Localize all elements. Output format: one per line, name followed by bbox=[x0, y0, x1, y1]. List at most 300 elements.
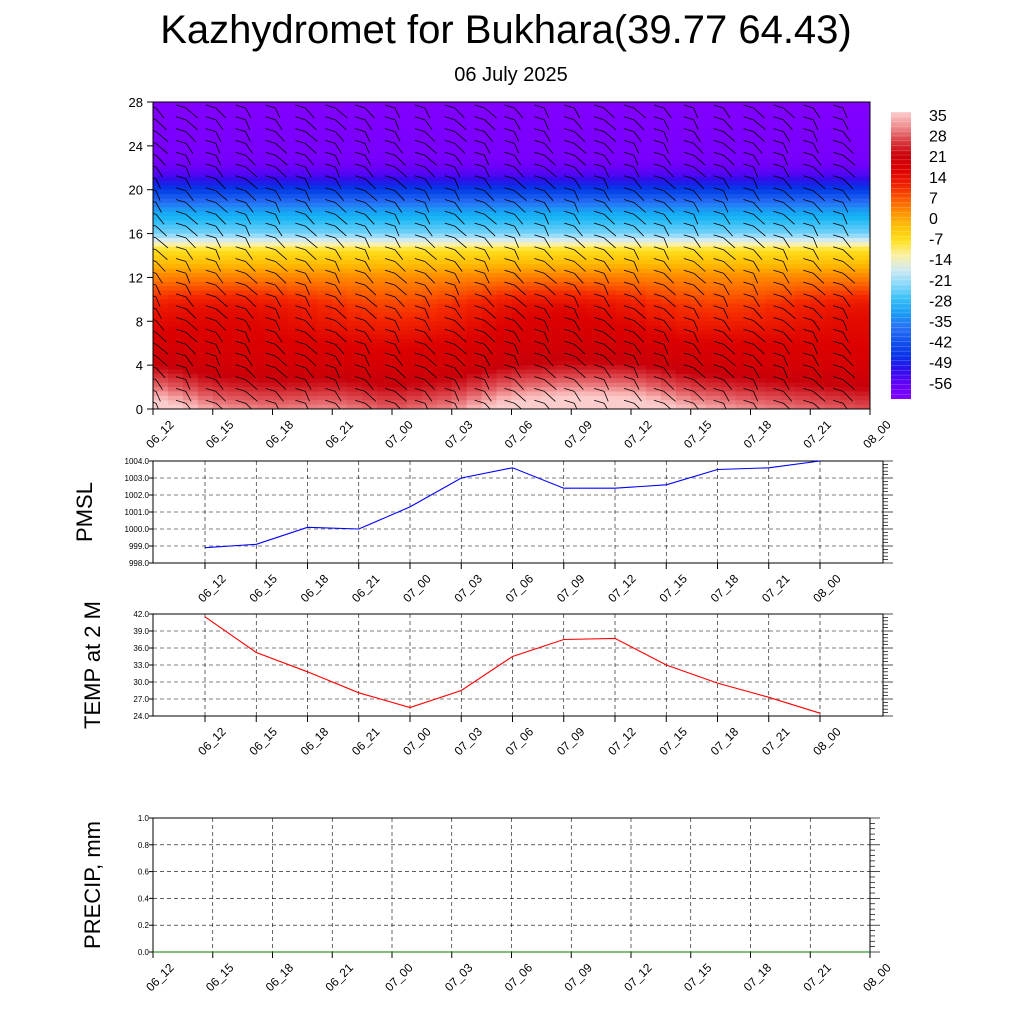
temperature-cell bbox=[258, 273, 274, 278]
temperature-cell bbox=[168, 343, 184, 348]
temperature-cell bbox=[795, 260, 811, 265]
temperature-cell bbox=[228, 378, 244, 383]
temperature-cell bbox=[526, 365, 542, 370]
temperature-cell bbox=[213, 203, 229, 208]
temperature-cell bbox=[407, 383, 423, 388]
temperature-cell bbox=[317, 247, 333, 252]
temperature-cell bbox=[556, 343, 572, 348]
temperature-cell bbox=[362, 330, 378, 335]
temperature-cell bbox=[706, 207, 722, 212]
temperature-cell bbox=[825, 172, 841, 177]
temperature-cell bbox=[198, 133, 214, 138]
temperature-cell bbox=[228, 203, 244, 208]
temperature-cell bbox=[198, 356, 214, 361]
temperature-cell bbox=[153, 198, 169, 203]
temperature-cell bbox=[646, 264, 662, 269]
temperature-cell bbox=[317, 396, 333, 401]
temperature-cell bbox=[198, 251, 214, 256]
temperature-cell bbox=[526, 172, 542, 177]
temperature-cell bbox=[512, 251, 528, 256]
temperature-cell bbox=[556, 383, 572, 388]
temperature-cell bbox=[795, 321, 811, 326]
temperature-cell bbox=[482, 326, 498, 331]
y-tick-label: 30.0 bbox=[133, 678, 149, 687]
temperature-cell bbox=[287, 400, 303, 405]
temperature-cell bbox=[392, 229, 408, 234]
temperature-cell bbox=[840, 177, 856, 182]
temperature-cell bbox=[780, 133, 796, 138]
temperature-cell bbox=[273, 313, 289, 318]
x-tick-label: 07_21 bbox=[758, 571, 793, 606]
temperature-cell bbox=[392, 238, 408, 243]
temperature-cell bbox=[273, 216, 289, 221]
temperature-cell bbox=[616, 216, 632, 221]
temperature-cell bbox=[482, 141, 498, 146]
temperature-cell bbox=[571, 141, 587, 146]
temperature-cell bbox=[317, 370, 333, 375]
temperature-cell bbox=[616, 348, 632, 353]
temperature-cell bbox=[721, 295, 737, 300]
temperature-cell bbox=[153, 185, 169, 190]
temperature-cell bbox=[646, 133, 662, 138]
temperature-cell bbox=[691, 229, 707, 234]
temperature-cell bbox=[347, 343, 363, 348]
temperature-cell bbox=[631, 194, 647, 199]
temperature-cell bbox=[437, 181, 453, 186]
temperature-cell bbox=[765, 216, 781, 221]
temperature-cell bbox=[332, 106, 348, 111]
temperature-cell bbox=[168, 115, 184, 120]
temperature-cell bbox=[556, 277, 572, 282]
temperature-cell bbox=[377, 181, 393, 186]
temperature-cell bbox=[407, 247, 423, 252]
x-tick-label: 06_15 bbox=[246, 724, 280, 759]
temperature-cell bbox=[228, 326, 244, 331]
temperature-cell bbox=[526, 115, 542, 120]
temperature-cell bbox=[661, 229, 677, 234]
temperature-cell bbox=[526, 343, 542, 348]
temperature-cell bbox=[780, 106, 796, 111]
temperature-cell bbox=[736, 391, 752, 396]
temperature-cell bbox=[497, 168, 513, 173]
temperature-cell bbox=[765, 370, 781, 375]
temperature-cell bbox=[765, 308, 781, 313]
temperature-cell bbox=[706, 111, 722, 116]
temperature-cell bbox=[631, 102, 647, 107]
temperature-cell bbox=[452, 317, 468, 322]
temperature-cell bbox=[183, 273, 199, 278]
temperature-cell bbox=[825, 400, 841, 405]
temperature-cell bbox=[168, 365, 184, 370]
temperature-cell bbox=[347, 269, 363, 274]
temperature-cell bbox=[526, 225, 542, 230]
temperature-cell bbox=[198, 400, 214, 405]
temperature-cell bbox=[661, 177, 677, 182]
temperature-cell bbox=[362, 304, 378, 309]
temperature-cell bbox=[855, 150, 871, 155]
temperature-cell bbox=[467, 168, 483, 173]
temperature-cell bbox=[526, 238, 542, 243]
temperature-cell bbox=[556, 326, 572, 331]
temperature-cell bbox=[541, 203, 557, 208]
temperature-cell bbox=[512, 334, 528, 339]
temperature-cell bbox=[541, 102, 557, 107]
temperature-cell bbox=[571, 146, 587, 151]
temperature-cell bbox=[332, 383, 348, 388]
temperature-cell bbox=[228, 150, 244, 155]
temperature-cell bbox=[706, 133, 722, 138]
temperature-cell bbox=[780, 282, 796, 287]
temperature-cell bbox=[556, 356, 572, 361]
temperature-cell bbox=[616, 361, 632, 366]
temperature-cell bbox=[183, 181, 199, 186]
main-x-tick-label: 06_18 bbox=[262, 417, 297, 452]
temperature-cell bbox=[287, 378, 303, 383]
temperature-cell bbox=[691, 256, 707, 261]
temperature-cell bbox=[736, 277, 752, 282]
temperature-cell bbox=[571, 111, 587, 116]
temperature-cell bbox=[153, 229, 169, 234]
temperature-cell bbox=[407, 264, 423, 269]
temperature-cell bbox=[437, 308, 453, 313]
temperature-cell bbox=[273, 185, 289, 190]
temperature-cell bbox=[213, 133, 229, 138]
temperature-cell bbox=[377, 251, 393, 256]
temperature-cell bbox=[228, 216, 244, 221]
temperature-cell bbox=[586, 128, 602, 133]
temperature-cell bbox=[541, 124, 557, 129]
temperature-cell bbox=[646, 313, 662, 318]
temperature-cell bbox=[497, 334, 513, 339]
temperature-cell bbox=[437, 321, 453, 326]
temperature-cell bbox=[198, 326, 214, 331]
chart-subtitle: 06 July 2025 bbox=[454, 64, 568, 86]
temperature-cell bbox=[676, 383, 692, 388]
temperature-cell bbox=[228, 172, 244, 177]
temperature-cell bbox=[512, 141, 528, 146]
temperature-cell bbox=[377, 313, 393, 318]
temperature-cell bbox=[332, 177, 348, 182]
temperature-cell bbox=[646, 356, 662, 361]
temperature-cell bbox=[765, 326, 781, 331]
temperature-cell bbox=[153, 102, 169, 107]
temperature-cell bbox=[437, 299, 453, 304]
temperature-cell bbox=[228, 264, 244, 269]
temperature-cell bbox=[706, 286, 722, 291]
temperature-cell bbox=[243, 106, 259, 111]
temperature-cell bbox=[661, 111, 677, 116]
temperature-cell bbox=[556, 120, 572, 125]
temperature-cell bbox=[243, 370, 259, 375]
temperature-cell bbox=[377, 172, 393, 177]
temperature-cell bbox=[780, 177, 796, 182]
temperature-cell bbox=[526, 277, 542, 282]
colorbar-label: 0 bbox=[929, 211, 938, 228]
temperature-cell bbox=[258, 391, 274, 396]
temperature-cell bbox=[840, 334, 856, 339]
temperature-cell bbox=[706, 150, 722, 155]
temperature-cell bbox=[780, 238, 796, 243]
temperature-cell bbox=[422, 141, 438, 146]
temperature-cell bbox=[706, 304, 722, 309]
temperature-cell bbox=[153, 256, 169, 261]
temperature-cell bbox=[526, 308, 542, 313]
temperature-cell bbox=[825, 343, 841, 348]
temperature-cell bbox=[661, 172, 677, 177]
temperature-cell bbox=[616, 159, 632, 164]
temperature-cell bbox=[765, 334, 781, 339]
temperature-cell bbox=[631, 163, 647, 168]
temperature-cell bbox=[751, 330, 767, 335]
temperature-cell bbox=[646, 146, 662, 151]
temperature-cell bbox=[198, 277, 214, 282]
temperature-cell bbox=[676, 225, 692, 230]
temperature-cell bbox=[198, 106, 214, 111]
temperature-cell bbox=[810, 216, 826, 221]
temperature-cell bbox=[243, 172, 259, 177]
temperature-cell bbox=[721, 264, 737, 269]
temperature-cell bbox=[706, 155, 722, 160]
temperature-cell bbox=[213, 150, 229, 155]
temperature-cell bbox=[362, 102, 378, 107]
temperature-cell bbox=[317, 190, 333, 195]
temperature-cell bbox=[646, 128, 662, 133]
temperature-cell bbox=[302, 260, 318, 265]
temperature-cell bbox=[706, 234, 722, 239]
temperature-cell bbox=[825, 194, 841, 199]
temperature-cell bbox=[168, 304, 184, 309]
temperature-cell bbox=[273, 128, 289, 133]
temperature-cell bbox=[780, 383, 796, 388]
temperature-cell bbox=[526, 334, 542, 339]
temperature-cell bbox=[706, 216, 722, 221]
temperature-cell bbox=[840, 251, 856, 256]
temperature-cell bbox=[407, 120, 423, 125]
temperature-cell bbox=[497, 277, 513, 282]
temperature-cell bbox=[526, 378, 542, 383]
temperature-cell bbox=[183, 251, 199, 256]
temperature-cell bbox=[287, 225, 303, 230]
temperature-cell bbox=[153, 295, 169, 300]
temperature-cell bbox=[497, 128, 513, 133]
temperature-cell bbox=[616, 194, 632, 199]
temperature-cell bbox=[586, 181, 602, 186]
temperature-cell bbox=[541, 396, 557, 401]
temperature-cell bbox=[676, 216, 692, 221]
temperature-cell bbox=[153, 299, 169, 304]
temperature-cell bbox=[392, 172, 408, 177]
temperature-cell bbox=[332, 391, 348, 396]
temperature-cell bbox=[601, 256, 617, 261]
temperature-cell bbox=[541, 356, 557, 361]
temperature-cell bbox=[198, 207, 214, 212]
temperature-cell bbox=[601, 291, 617, 296]
x-tick-label: 06_21 bbox=[348, 724, 383, 759]
temperature-cell bbox=[497, 242, 513, 247]
temperature-cell bbox=[228, 238, 244, 243]
temperature-cell bbox=[691, 111, 707, 116]
temperature-cell bbox=[571, 177, 587, 182]
temperature-cell bbox=[183, 172, 199, 177]
temperature-cell bbox=[751, 383, 767, 388]
temperature-cell bbox=[601, 163, 617, 168]
temperature-cell bbox=[646, 159, 662, 164]
temperature-cell bbox=[258, 124, 274, 129]
temperature-cell bbox=[392, 102, 408, 107]
temperature-cell bbox=[347, 334, 363, 339]
temperature-cell bbox=[482, 242, 498, 247]
temperature-cell bbox=[691, 177, 707, 182]
temperature-cell bbox=[676, 291, 692, 296]
temperature-cell bbox=[317, 155, 333, 160]
temperature-cell bbox=[153, 220, 169, 225]
temperature-cell bbox=[287, 168, 303, 173]
temperature-cell bbox=[721, 194, 737, 199]
temperature-cell bbox=[541, 286, 557, 291]
temperature-cell bbox=[228, 365, 244, 370]
temperature-cell bbox=[512, 304, 528, 309]
temperature-cell bbox=[228, 251, 244, 256]
temperature-cell bbox=[616, 400, 632, 405]
temperature-cell bbox=[198, 247, 214, 252]
x-tick-label: 06_15 bbox=[246, 571, 280, 606]
temperature-cell bbox=[691, 220, 707, 225]
temperature-cell bbox=[780, 251, 796, 256]
temperature-cell bbox=[317, 348, 333, 353]
x-tick-label: 07_03 bbox=[451, 724, 485, 759]
temperature-cell bbox=[631, 256, 647, 261]
temperature-cell bbox=[661, 251, 677, 256]
temperature-cell bbox=[153, 282, 169, 287]
temperature-cell bbox=[556, 238, 572, 243]
temperature-cell bbox=[676, 273, 692, 278]
temperature-cell bbox=[168, 277, 184, 282]
temperature-cell bbox=[497, 194, 513, 199]
temperature-cell bbox=[407, 370, 423, 375]
temperature-cell bbox=[287, 396, 303, 401]
temperature-cell bbox=[392, 291, 408, 296]
temperature-cell bbox=[526, 361, 542, 366]
temperature-cell bbox=[810, 181, 826, 186]
temperature-cell bbox=[571, 339, 587, 344]
colorbar-label: -56 bbox=[929, 375, 953, 393]
temperature-cell bbox=[721, 374, 737, 379]
temperature-cell bbox=[273, 146, 289, 151]
temperature-cell bbox=[825, 238, 841, 243]
temperature-cell bbox=[706, 370, 722, 375]
temperature-cell bbox=[377, 168, 393, 173]
temperature-cell bbox=[736, 260, 752, 265]
temperature-cell bbox=[302, 220, 318, 225]
temperature-cell bbox=[825, 115, 841, 120]
temperature-cell bbox=[332, 238, 348, 243]
temperature-cell bbox=[332, 260, 348, 265]
temperature-cell bbox=[497, 286, 513, 291]
temperature-cell bbox=[362, 150, 378, 155]
temperature-cell bbox=[795, 172, 811, 177]
temperature-cell bbox=[646, 181, 662, 186]
temperature-cell bbox=[213, 348, 229, 353]
temperature-cell bbox=[736, 273, 752, 278]
temperature-cell bbox=[765, 225, 781, 230]
temperature-cell bbox=[855, 238, 871, 243]
temperature-cell bbox=[168, 106, 184, 111]
temperature-cell bbox=[765, 273, 781, 278]
temperature-cell bbox=[437, 273, 453, 278]
temperature-cell bbox=[243, 251, 259, 256]
temperature-cell bbox=[586, 269, 602, 274]
temperature-cell bbox=[855, 277, 871, 282]
temperature-cell bbox=[526, 133, 542, 138]
temperature-cell bbox=[780, 146, 796, 151]
temperature-cell bbox=[855, 234, 871, 239]
temperature-cell bbox=[287, 356, 303, 361]
temperature-cell bbox=[347, 299, 363, 304]
temperature-cell bbox=[467, 396, 483, 401]
temperature-cell bbox=[258, 269, 274, 274]
temperature-cell bbox=[332, 168, 348, 173]
temperature-cell bbox=[631, 260, 647, 265]
temperature-cell bbox=[332, 141, 348, 146]
temperature-cell bbox=[407, 277, 423, 282]
temperature-cell bbox=[736, 247, 752, 252]
temperature-cell bbox=[601, 299, 617, 304]
temperature-cell bbox=[780, 352, 796, 357]
temperature-cell bbox=[556, 194, 572, 199]
temperature-cell bbox=[601, 383, 617, 388]
temperature-cell bbox=[287, 172, 303, 177]
temperature-cell bbox=[332, 198, 348, 203]
temperature-cell bbox=[795, 181, 811, 186]
temperature-cell bbox=[586, 172, 602, 177]
temperature-cell bbox=[765, 172, 781, 177]
temperature-cell bbox=[273, 321, 289, 326]
temperature-cell bbox=[795, 348, 811, 353]
temperature-cell bbox=[810, 291, 826, 296]
temperature-cell bbox=[556, 133, 572, 138]
temperature-cell bbox=[467, 159, 483, 164]
temperature-cell bbox=[347, 159, 363, 164]
temperature-cell bbox=[541, 238, 557, 243]
temperature-cell bbox=[437, 207, 453, 212]
temperature-cell bbox=[661, 102, 677, 107]
temperature-cell bbox=[317, 181, 333, 186]
temperature-cell bbox=[646, 269, 662, 274]
temperature-cell bbox=[721, 128, 737, 133]
temperature-cell bbox=[825, 203, 841, 208]
temperature-cell bbox=[243, 356, 259, 361]
temperature-cell bbox=[422, 229, 438, 234]
temperature-cell bbox=[586, 115, 602, 120]
temperature-cell bbox=[646, 286, 662, 291]
temperature-cell bbox=[840, 313, 856, 318]
temperature-cell bbox=[541, 334, 557, 339]
temperature-cell bbox=[855, 260, 871, 265]
temperature-cell bbox=[273, 256, 289, 261]
temperature-cell bbox=[676, 238, 692, 243]
temperature-cell bbox=[497, 299, 513, 304]
temperature-cell bbox=[437, 260, 453, 265]
temperature-cell bbox=[407, 229, 423, 234]
temperature-cell bbox=[765, 321, 781, 326]
temperature-cell bbox=[526, 190, 542, 195]
temperature-cell bbox=[317, 260, 333, 265]
temperature-cell bbox=[407, 291, 423, 296]
temperature-cell bbox=[736, 286, 752, 291]
temperature-cell bbox=[452, 216, 468, 221]
temperature-cell bbox=[855, 181, 871, 186]
main-y-tick-label: 28 bbox=[128, 95, 143, 110]
